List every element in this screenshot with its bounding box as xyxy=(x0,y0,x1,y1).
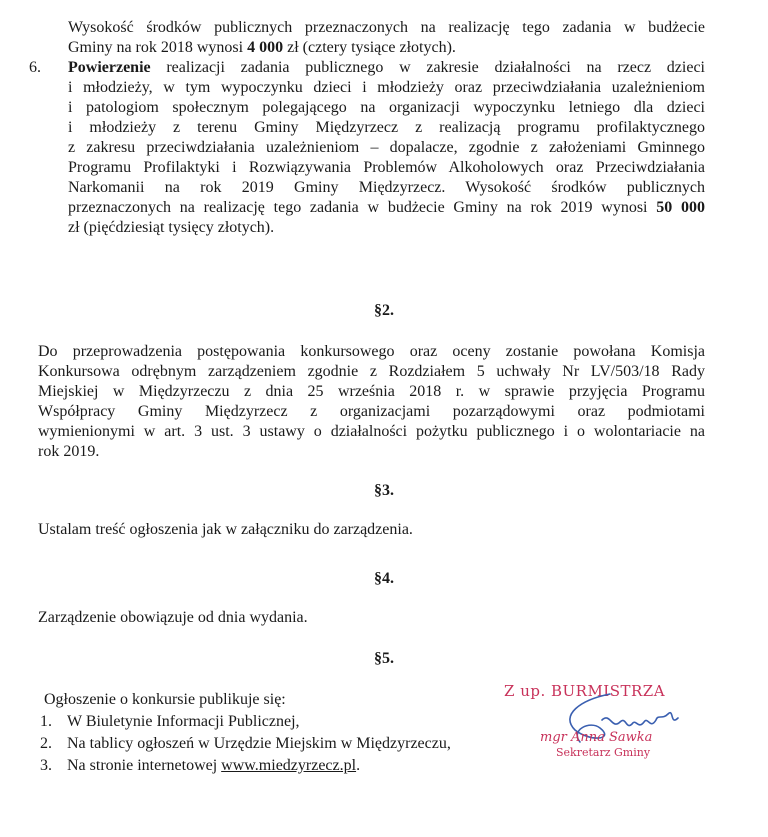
section4-text: Zarządzenie obowiązuje od dnia wydania. xyxy=(38,609,308,626)
item6-line-1 xyxy=(68,58,705,78)
stamp-role: Sekretarz Gminy xyxy=(556,746,651,759)
section5-intro: Ogłoszenie o konkursie publikuje się: xyxy=(44,691,286,708)
item6-line-9: zł (pięćdziesiąt tysięcy złotych). xyxy=(68,219,275,236)
list-item-3-text: Na stronie internetowej xyxy=(67,757,222,774)
item5-amount: 4 000 xyxy=(247,39,284,56)
section3-heading: §3. xyxy=(374,482,394,499)
section2-line-4: Współpracy Gminy Międzyrzecz z organizacjami pozarządowymi oraz podmiotami xyxy=(38,403,705,420)
item6-lead: Powierzenie xyxy=(68,59,151,76)
stamp-title: Z up. BURMISTRZA xyxy=(504,682,666,700)
list-item-2-number: 2. xyxy=(40,735,52,752)
list-item-1: W Biuletynie Informacji Publicznej, xyxy=(67,713,300,730)
item6-line-2: i młodzieży, w tym wypoczynku dzieci i młodzieży oraz przeciwdziałania uzależnieniom xyxy=(68,79,705,96)
item5-text-post: zł (cztery tysiące złotych). xyxy=(283,39,456,56)
section3-text: Ustalam treść ogłoszenia jak w załączniku do zarządzenia. xyxy=(38,521,413,538)
item5-line-1: Wysokość środków publicznych przeznaczonych na realizację tego zadania w budżecie xyxy=(68,19,705,36)
list-item-2: Na tablicy ogłoszeń w Urzędzie Miejskim w Międzyrzeczu, xyxy=(67,735,451,752)
item5-line-2 xyxy=(68,38,456,58)
section2-heading: §2. xyxy=(374,302,394,319)
item6-line8-text: przeznaczonych na realizację tego zadania w budżecie Gminy na rok 2019 wynosi xyxy=(68,199,657,216)
item6-number: 6. xyxy=(29,59,41,76)
website-link[interactable]: www.miedzyrzecz.pl xyxy=(221,757,357,774)
list-item-3-number: 3. xyxy=(40,757,52,774)
item5-text: Gminy na rok 2018 wynosi xyxy=(68,39,248,56)
item6-amount: 50 000 xyxy=(656,199,705,216)
section2-line-2: Konkursowa odrębnym zarządzeniem zgodnie z Rozdziałem 5 uchwały Nr LV/503/18 Rady xyxy=(38,363,705,380)
item6-line-3: i patologiom społecznym polegającego na organizacji wypoczynku letniego dla dzieci xyxy=(68,99,705,116)
section2-line-1: Do przeprowadzenia postępowania konkursowego oraz oceny zostanie powołana Komisja xyxy=(38,343,705,360)
stamp-name: mgr Anna Sawka xyxy=(540,730,653,745)
item6-line-8 xyxy=(68,198,705,218)
list-item-3 xyxy=(67,756,360,776)
item6-line-6: Programu Profilaktyki i Rozwiązywania Problemów Alkoholowych oraz Przeciwdziałania xyxy=(68,159,705,176)
list-item-3-post: . xyxy=(356,757,361,774)
item6-line-4: i młodzieży z terenu Gminy Międzyrzecz z realizacją programu profilaktycznego xyxy=(68,119,705,136)
list-item-1-number: 1. xyxy=(40,713,52,730)
section2-line-6: rok 2019. xyxy=(38,443,100,460)
section5-heading: §5. xyxy=(374,650,394,667)
item6-line-5: z zakresu przeciwdziałania uzależnieniom – dopalacze, zgodnie z założeniami Gminnego xyxy=(68,139,705,156)
section2-line-5: wymienionymi w art. 3 ust. 3 ustawy o działalności pożytku publicznego i o wolontariacie na xyxy=(38,423,705,440)
section2-line-3: Miejskiej w Międzyrzeczu z dnia 25 września 2018 r. w sprawie przyjęcia Programu xyxy=(38,383,705,400)
section4-heading: §4. xyxy=(374,570,394,587)
item6-line1-rest: realizacji zadania publicznego w zakresie działalności na rzecz dzieci xyxy=(150,59,705,76)
item6-line-7: Narkomanii na rok 2019 Gminy Międzyrzecz. Wysokość środków publicznych xyxy=(68,179,705,196)
